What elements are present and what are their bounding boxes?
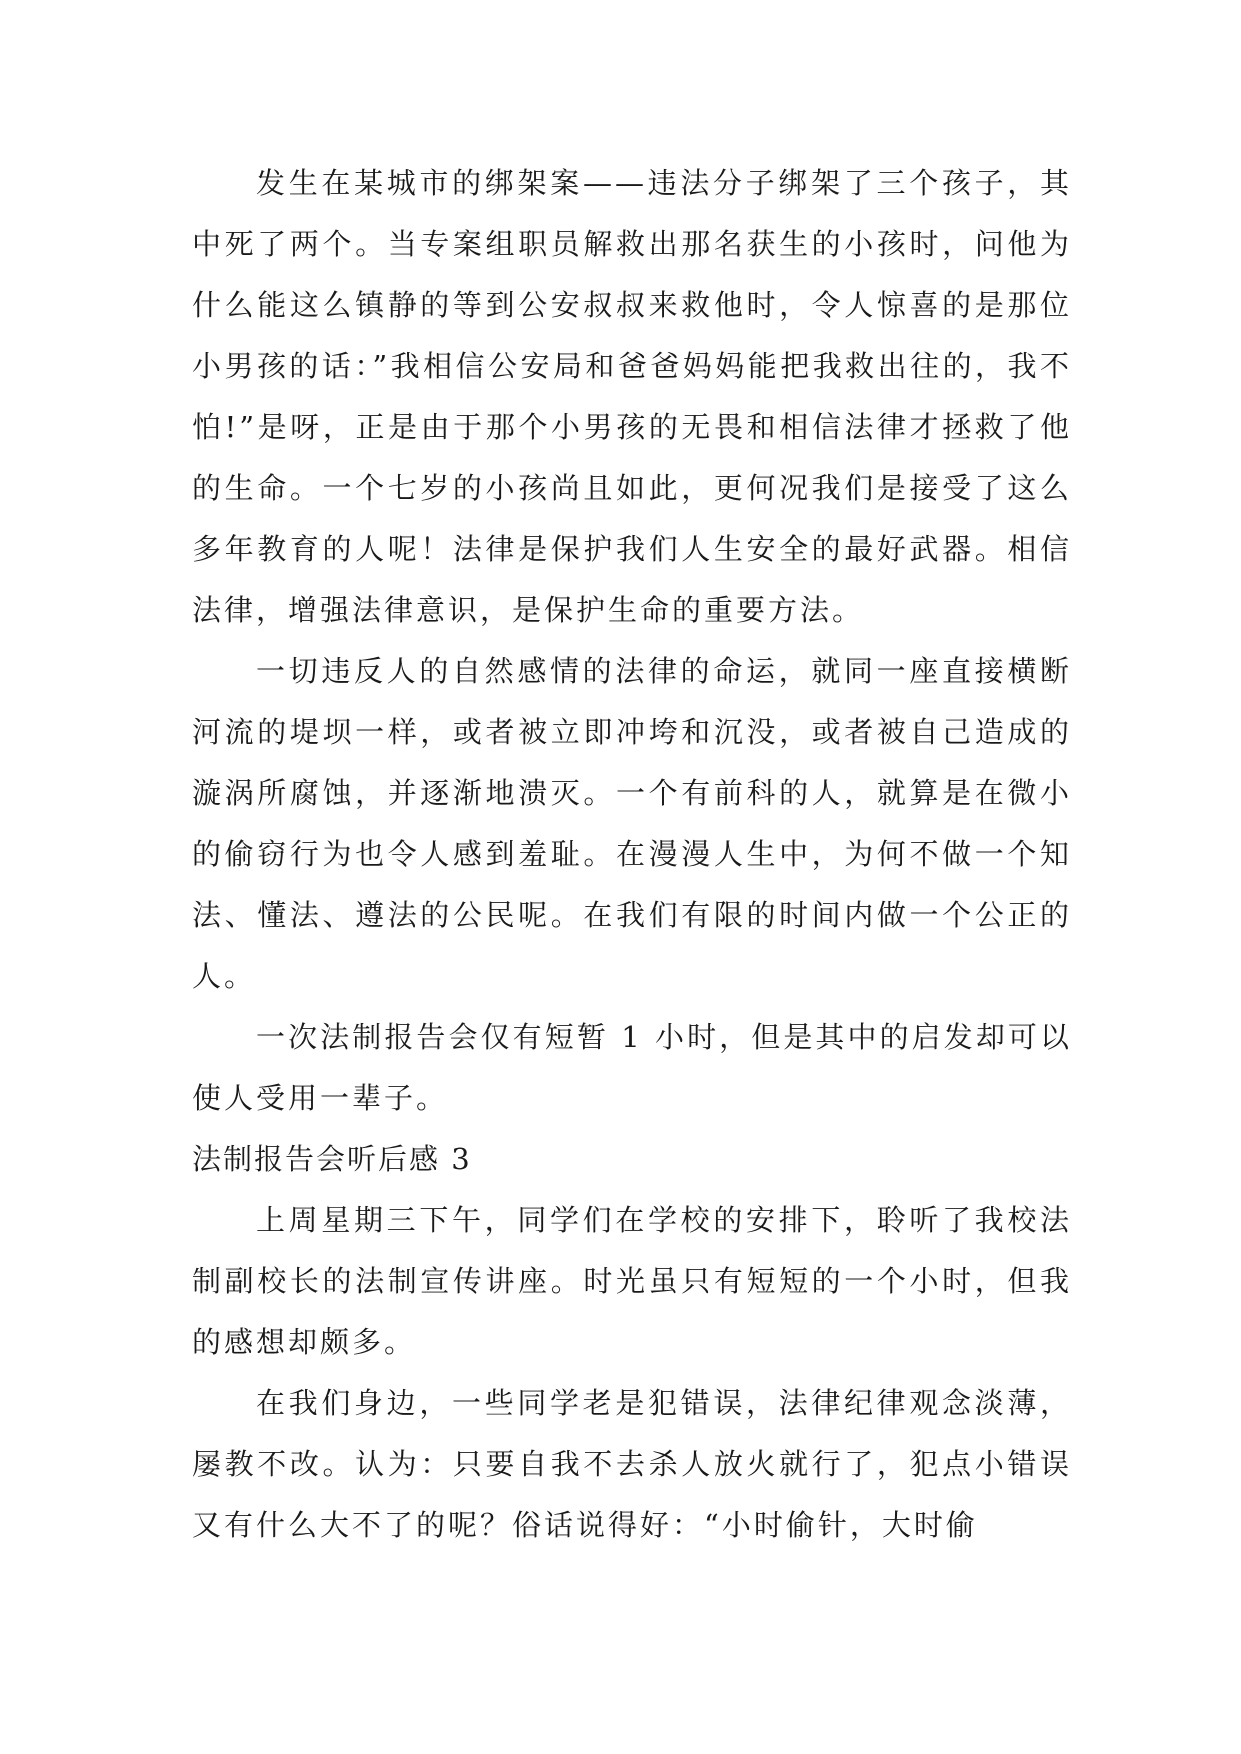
document-body [192, 153, 1072, 1556]
section-heading: 法制报告会听后感 3 [192, 1142, 472, 1176]
paragraph: 发生在某城市的绑架案——违法分子绑架了三个孩子，其中死了两个。当专案组职员解救出那名获生的小孩时，问他为什么能这么镇静的等到公安叔叔来救他时，令人惊喜的是那位小男孩的话：”我相信公安局和爸爸妈妈能把我救出往的，我不怕!”是呀，正是由于那个小男孩的无畏和相信法律才拯救了他的生命。一个七岁的小孩尚且如此，更何况我们是接受了这么多年教育的人呢！法律是保护我们人生安全的最好武器。相信法律，增强法律意识，是保护生命的重要方法。 [192, 166, 1072, 627]
paragraph: 一切违反人的自然感情的法律的命运，就同一座直接横断河流的堤坝一样，或者被立即冲垮和沉没，或者被自己造成的漩涡所腐蚀，并逐渐地溃灭。一个有前科的人，就算是在微小的偷窃行为也令人感到羞耻。在漫漫人生中，为何不做一个知法、懂法、遵法的公民呢。在我们有限的时间内做一个公正的人。 [192, 654, 1072, 993]
paragraph: 一次法制报告会仅有短暂 1 小时，但是其中的启发却可以使人受用一辈子。 [192, 1020, 1072, 1115]
paragraph: 在我们身边，一些同学老是犯错误，法律纪律观念淡薄，屡教不改。认为：只要自我不去杀人放火就行了，犯点小错误又有什么大不了的呢？俗话说得好：“小时偷针，大时偷 [192, 1386, 1072, 1542]
paragraph: 上周星期三下午，同学们在学校的安排下，聆听了我校法制副校长的法制宣传讲座。时光虽只有短短的一个小时，但我的感想却颇多。 [192, 1203, 1072, 1359]
